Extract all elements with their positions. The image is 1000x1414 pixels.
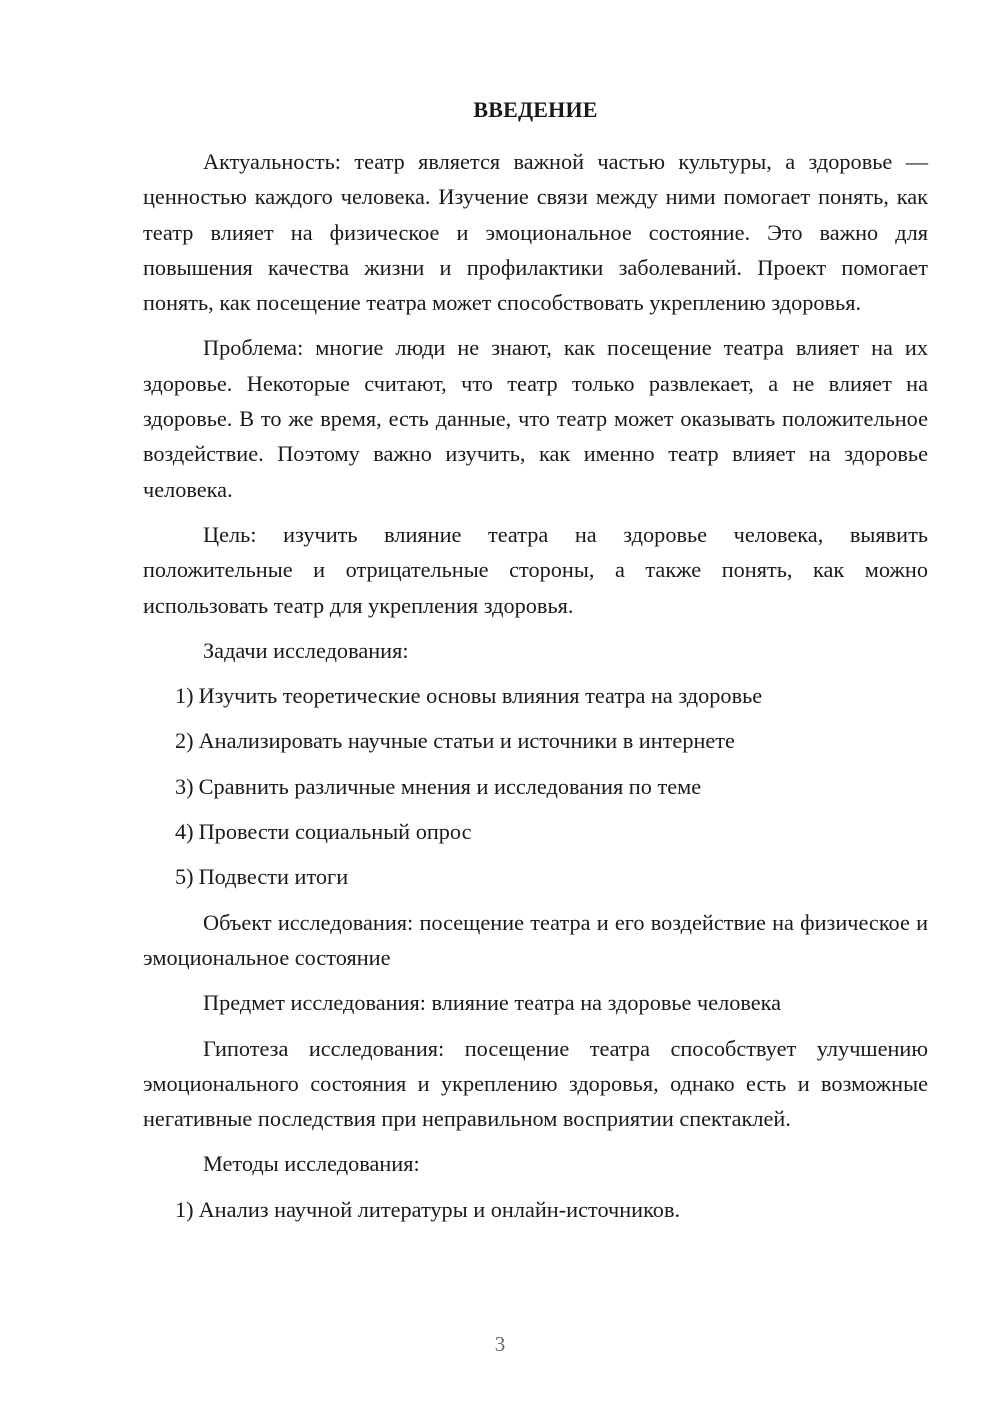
method-text: Анализ научной литературы и онлайн-источников. <box>198 1196 681 1222</box>
method-number: 1) <box>175 1196 194 1222</box>
document-page <box>143 92 928 1237</box>
page-title: ВВЕДЕНИЕ <box>473 97 598 122</box>
task-number: 5) <box>175 864 194 890</box>
hypothesis-paragraph: Гипотеза исследования: посещение театра способствует улучшению эмоционального состояния и укреплению здоровья, однако есть и возможные негативные последствия при неправильном восприятии спектаклей. <box>143 1035 928 1132</box>
page-number: 3 <box>494 1332 506 1356</box>
task-number: 2) <box>175 728 194 754</box>
tasks-heading: Задачи исследования: <box>203 637 409 663</box>
object-paragraph: Объект исследования: посещение театра и его воздействие на физическое и эмоциональное состояние <box>143 909 928 970</box>
methods-heading: Методы исследования: <box>203 1151 420 1177</box>
relevance-paragraph: Актуальность: театр является важной частью культуры, а здоровье — ценностью каждого человека. Изучение связи между ними помогает понять, как театр влияет на физическое и эмоциональное состояние. Это важно для повышения качества жизни и профилактики заболеваний. Проект помогает понять, как посещение театра может способствовать укреплению здоровья. <box>143 149 928 316</box>
method-item-1 <box>143 1192 928 1227</box>
task-item-4 <box>143 814 928 849</box>
task-number: 3) <box>175 773 194 799</box>
task-item-5 <box>143 859 928 894</box>
task-number: 4) <box>175 819 194 845</box>
problem-paragraph: Проблема: многие люди не знают, как посещение театра влияет на их здоровье. Некоторые считают, что театр только развлекает, а не влияет на здоровье. В то же время, есть данные, что театр может оказывать положительное воздействие. Поэтому важно изучить, как именно театр влияет на здоровье человека. <box>143 335 928 502</box>
task-text: Изучить теоретические основы влияния театра на здоровье <box>198 683 763 709</box>
task-item-1 <box>143 678 928 713</box>
task-text: Сравнить различные мнения и исследования по теме <box>198 773 702 799</box>
task-text: Подвести итоги <box>198 864 349 890</box>
goal-paragraph: Цель: изучить влияние театра на здоровье человека, выявить положительные и отрицательные стороны, а также понять, как можно использовать театр для укрепления здоровья. <box>143 521 928 618</box>
task-text: Анализировать научные статьи и источники в интернете <box>198 728 735 754</box>
subject-paragraph: Предмет исследования: влияние театра на здоровье человека <box>203 990 782 1016</box>
task-item-2 <box>143 723 928 758</box>
task-item-3 <box>143 769 928 804</box>
task-number: 1) <box>175 683 194 709</box>
task-text: Провести социальный опрос <box>198 819 472 845</box>
